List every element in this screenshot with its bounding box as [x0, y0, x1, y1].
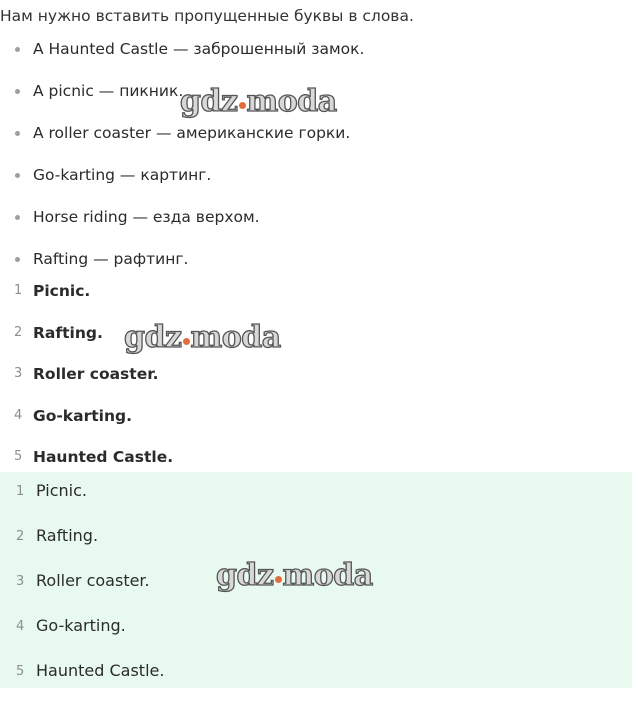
list-item: Rafting — рафтинг. — [0, 250, 632, 292]
bullet-icon — [15, 215, 20, 220]
final-answer-item: 5 Haunted Castle. — [16, 661, 165, 680]
final-answer-item: 3 Roller coaster. — [16, 571, 150, 590]
answer-item: 2 Rafting. — [14, 323, 103, 342]
watermark-dot-icon — [183, 338, 190, 345]
watermark-logo: gdz moda — [216, 558, 373, 593]
bullet-icon — [15, 131, 20, 136]
intro-text: Нам нужно вставить пропущенные буквы в слова. — [0, 7, 414, 25]
bullet-icon — [15, 47, 20, 52]
list-item: Go-karting — картинг. — [0, 166, 632, 208]
answer-item: 5 Haunted Castle. — [14, 448, 174, 466]
watermark-dot-icon — [275, 576, 282, 583]
watermark-logo: gdz moda — [180, 84, 337, 119]
final-answer-item: 1 Picnic. — [16, 481, 88, 500]
final-answers-list — [0, 482, 632, 707]
answer-item: 4 Go-karting. — [14, 406, 132, 425]
answer-item: 3 Roller coaster. — [14, 365, 159, 383]
watermark-dot-icon — [239, 102, 246, 109]
bullet-icon — [15, 89, 20, 94]
list-item: A Haunted Castle — заброшенный замок. — [0, 40, 632, 82]
vocabulary-list — [0, 40, 632, 292]
watermark-logo: gdz moda — [124, 320, 281, 355]
bullet-icon — [15, 173, 20, 178]
list-item: A roller coaster — американские горки. — [0, 124, 632, 166]
list-item: A picnic — пикник. — [0, 82, 632, 124]
answer-item: 1 Picnic. — [14, 282, 91, 300]
final-answer-item: 2 Rafting. — [16, 526, 99, 545]
answers-list — [0, 282, 632, 490]
final-answer-item: 4 Go-karting. — [16, 616, 126, 635]
list-item: Horse riding — езда верхом. — [0, 208, 632, 250]
bullet-icon — [15, 257, 20, 262]
